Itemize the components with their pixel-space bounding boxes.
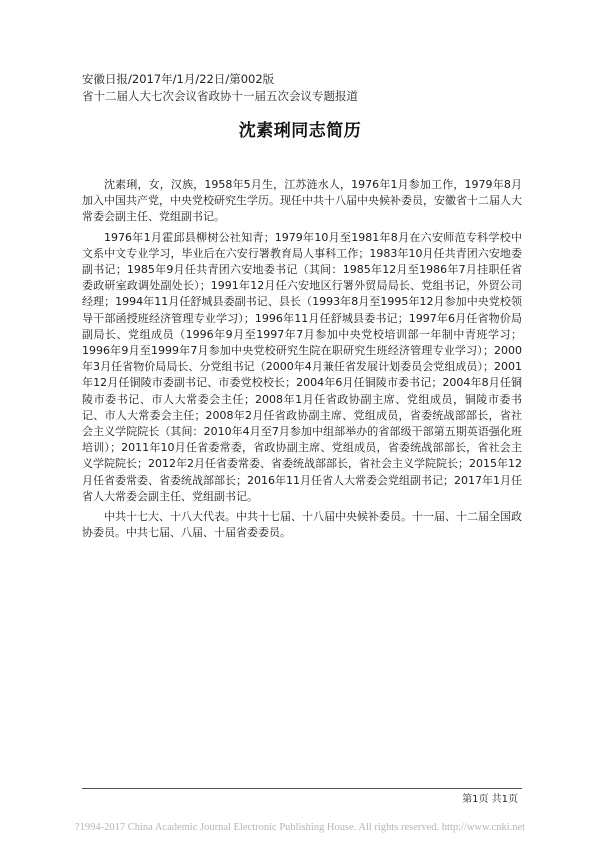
page-title: 沈素琍同志简历: [238, 121, 362, 141]
article-header: [82, 71, 522, 105]
column-line: 省十二届人大七次会议省政协十一届五次会议专题报道: [82, 89, 358, 103]
page-number: 第1页 共1页: [462, 794, 518, 805]
copyright-notice: ?1994-2017 China Academic Journal Electronic Publishing House. All rights reserved. http://www.cnki.net: [74, 822, 526, 833]
footer-divider: [82, 788, 522, 789]
article-body: [82, 177, 522, 545]
paragraph-positions: 中共十七大、十八大代表。中共十七届、十八届中央候补委员。十一届、十二届全国政协委员。中共七届、八届、十届省委委员。: [82, 510, 522, 540]
paragraph-career: 1976年1月霍邱县柳树公社知青；1979年10月至1981年8月在六安师范专科学校中文系中文专业学习，毕业后在六安行署教育局人事科工作；1983年10月任共青团六安地委副书记；1985年9月任共青团六安地委书记（其间：1985年12月至1986年7月挂职任省委政研室政调处副处长）；1991年12月任六安地区行署外贸局局长、党组书记，外贸公司经理；1994年11月任舒城县委副书记、县长（1993年8月至1995年12月参加中央党校领导干部函授班经济管理专业学习）；1996年11月任舒城县委书记；1997年6月任省物价局副局长、党组成员（1996年9月至1997年7月参加中央党校培训部一年制中青班学习；1996年9月至1999年7月参加中央党校研究生院在职研究生班经济管理专业学习）；2000年3月任省物价局局长、分党组书记（2000年4月兼任省发展计划委员会党组成员）；2001年12月任铜陵市委副书记、市委党校校长；2004年6月任铜陵市委书记；2004年8月任铜陵市委书记、市人大常委会主任；2008年1月任省政协副主席、党组成员，铜陵市委书记、市人大常委会主任；2008年2月任省政协副主席、党组成员，省委统战部部长，省社会主义学院院长（其间：2010年4月至7月参加中组部举办的省部级干部第五期英语强化班培训）；2011年10月任省委常委，省政协副主席、党组成员，省委统战部部长，省社会主义学院院长；2012年2月任省委常委、省委统战部部长，省社会主义学院院长；2015年12月任省委常委、省委统战部部长；2016年11月任省人大常委会党组副书记；2017年1月任省人大常委会副主任、党组副书记。: [82, 230, 522, 503]
source-line: 安徽日报/2017年/1月/22日/第002版: [82, 72, 275, 86]
paragraph-intro: 沈素琍，女，汉族，1958年5月生，江苏涟水人，1976年1月参加工作，1979年8月加入中国共产党，中央党校研究生学历。现任中共十八届中央候补委员，安徽省十二届人大常委会副主任、党组副书记。: [82, 178, 522, 224]
